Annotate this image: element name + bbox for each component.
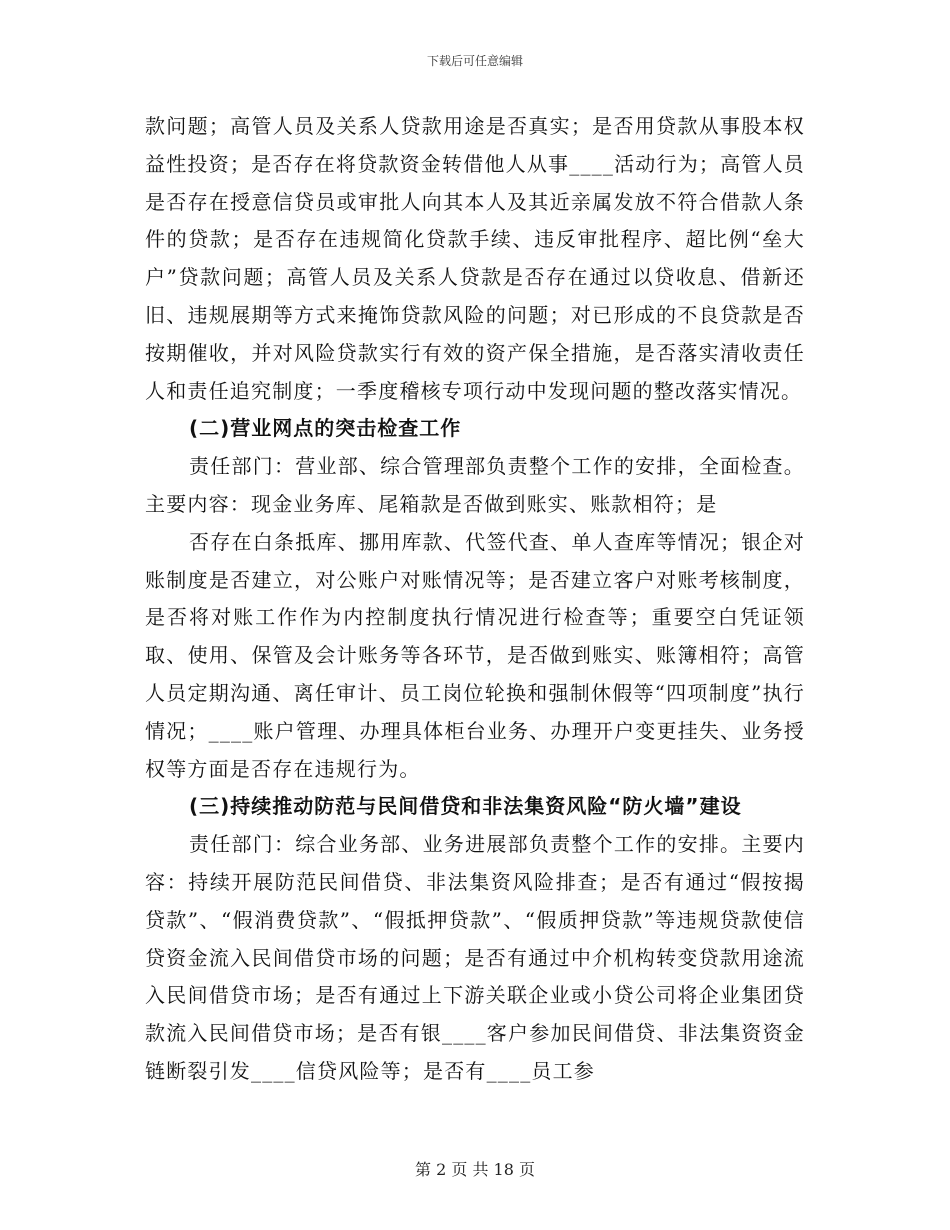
section-heading-branch-inspection: (二)营业网点的突击检查工作 [189, 416, 462, 441]
paragraph-branch-details: 否存在白条抵库、挪用库款、代签代查、单人查库等情况；银企对账制度是否建立，对公账户对账情况等；是否建立客户对账考核制度，是否将对账工作作为内控制度执行情况进行检查等；重要空白凭证领取、使用、保管及会计账务等各环节，是否做到账实、账簿相符；高管人员定期沟通、离任审计、员工岗位轮换和强制休假等“四项制度”执行情况；____账户管理、办理具体柜台业务、办理开户变更挂失、业务授权等方面是否存在违规行为。 [145, 529, 805, 781]
section-heading-firewall: (三)持续推动防范与民间借贷和非法集资风险“防火墙”建设 [189, 794, 742, 819]
page-header: 下载后可任意编辑 [426, 54, 523, 68]
page-number: 第 2 页 共 18 页 [415, 1160, 535, 1179]
paragraph-firewall-details: 责任部门：综合业务部、业务进展部负责整个工作的安排。主要内容：持续开展防范民间借贷、非法集资风险排查；是否有通过“假按揭贷款”、“假消费贷款”、“假抵押贷款”、“假质押贷款”等违规贷款使信贷资金流入民间借贷市场的问题；是否有通过中介机构转变贷款用途流入民间借贷市场；是否有通过上下游关联企业或小贷公司将企业集团贷款流入民间借贷市场；是否有银____客户参加民间借贷、非法集资资金链断裂引发____信贷风险等；是否有____员工参 [145, 832, 805, 1083]
paragraph-loan-review: 款问题；高管人员及关系人贷款用途是否真实；是否用贷款从事股本权益性投资；是否存在将贷款资金转借他人从事____活动行为；高管人员是否存在授意信贷员或审批人向其本人及其近亲属发放不符合借款人条件的贷款；是否存在违规简化贷款手续、违反审批程序、超比例“垒大户”贷款问题；高管人员及关系人贷款是否存在通过以贷收息、借新还旧、违规展期等方式来掩饰贷款风险的问题；对已形成的不良贷款是否按期催收，并对风险贷款实行有效的资产保全措施，是否落实清收责任人和责任追究制度；一季度稽核专项行动中发现问题的整改落实情况。 [145, 114, 805, 403]
document-body [145, 108, 805, 1091]
paragraph-branch-responsibility: 责任部门：营业部、综合管理部负责整个工作的安排，全面检查。主要内容：现金业务库、尾箱款是否做到账实、账款相符；是 [145, 454, 805, 516]
